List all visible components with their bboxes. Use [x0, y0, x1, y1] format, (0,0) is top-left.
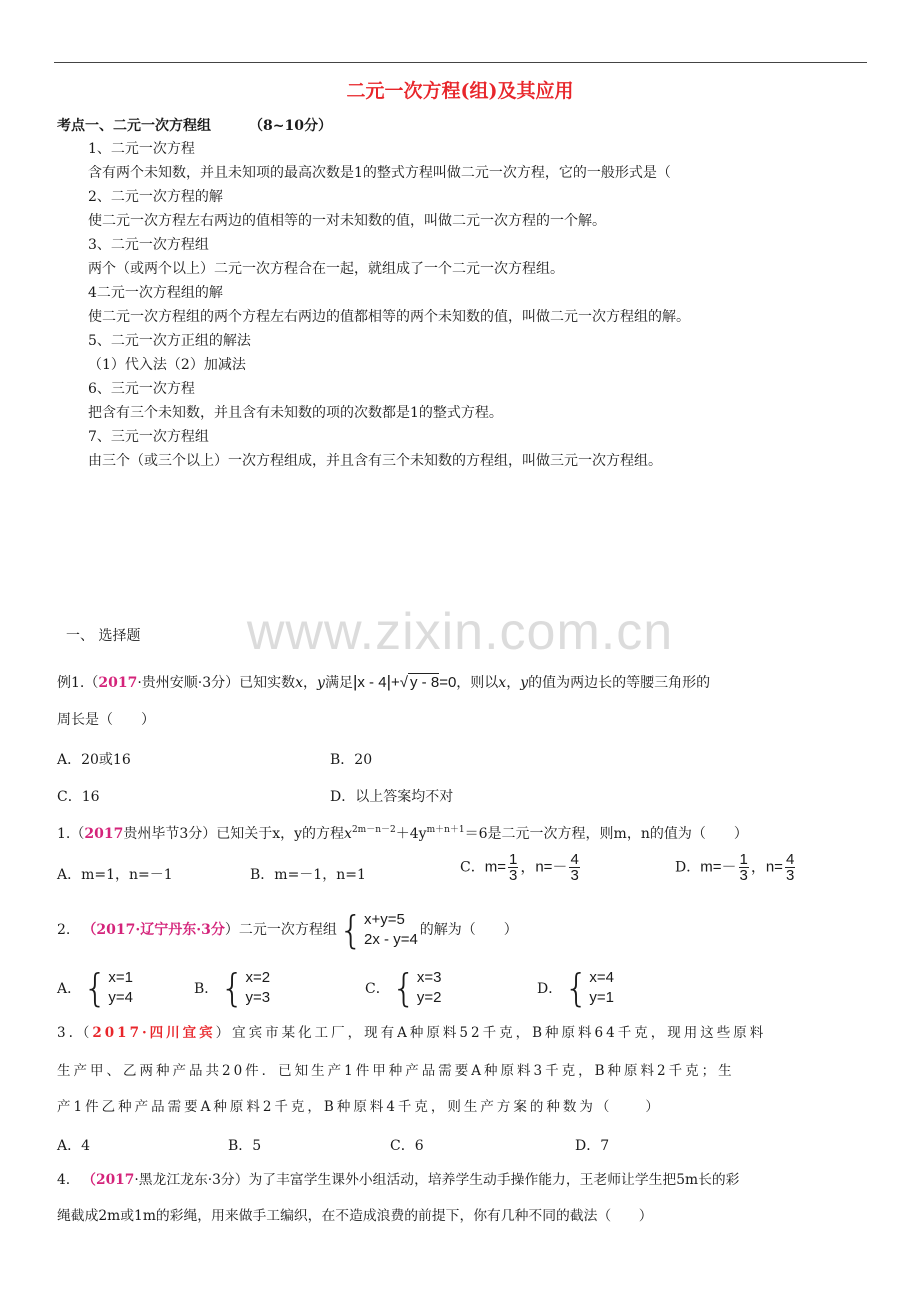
item-5-text: （1）代入法（2）加减法: [88, 357, 246, 373]
question-3-line1: [57, 1024, 766, 1042]
item-1-title: 1、二元一次方程: [88, 141, 195, 157]
question-2: [57, 906, 518, 954]
fraction-denominator: 3: [570, 867, 579, 884]
equation-system: [564, 968, 614, 1008]
q2-option-d-label: D．: [537, 981, 563, 997]
q1-option-d: [675, 852, 797, 883]
fraction-numerator: 1: [508, 851, 518, 868]
fraction-denominator: 3: [739, 867, 748, 884]
section-score: （8~10分）: [249, 118, 332, 134]
item-3-text: 两个（或两个以上）二元一次方程合在一起，就组成了一个二元一次方程组。: [88, 261, 564, 277]
var-x: x: [295, 675, 304, 691]
fraction-denominator: 3: [508, 867, 518, 884]
fraction: [785, 852, 795, 883]
q3-option-b: B．5: [228, 1138, 262, 1154]
q2-rest: 的解为（ ）: [419, 922, 518, 938]
q3-option-a: A．4: [57, 1138, 91, 1154]
eq-abs-content: x - 4: [357, 674, 387, 691]
q1-rest: ＝6是二元一次方程，则m，n的值为（ ）: [464, 826, 748, 842]
q4-source-open: （: [82, 1172, 96, 1188]
item-7-text: 由三个（或三个以上）一次方程组成，并且含有三个未知数的方程组，叫做三元一次方程组。: [88, 453, 662, 469]
example-1: [57, 673, 710, 692]
brace-icon: {: [338, 908, 364, 952]
var-x-2: x: [498, 675, 507, 691]
q1-source-year: 2017: [84, 826, 124, 842]
q2-option-a-label: A．: [57, 981, 82, 997]
q1-option-d-label: D．: [675, 859, 701, 876]
item-1-text: 含有两个未知数，并且未知项的最高次数是1的整式方程叫做二元一次方程，它的一般形式是（: [88, 165, 671, 181]
section2-heading: 一、 选择题: [66, 628, 141, 644]
system-eq2: 2x - y=4: [364, 931, 418, 948]
brace-icon: {: [83, 966, 108, 1010]
system-eq1: x+y=5: [364, 911, 405, 928]
item-2-title: 2、二元一次方程的解: [88, 189, 223, 205]
q1-exp-y: m＋n＋1: [426, 825, 465, 835]
q2-source: 2017·辽宁丹东·3分: [96, 922, 225, 938]
item-3-title: 3、二元一次方程组: [88, 237, 209, 253]
page-title: 二元一次方程(组)及其应用: [346, 80, 574, 102]
q1-option-c: [460, 852, 582, 883]
q1-option-c-m: m=: [484, 858, 506, 876]
q2-option-d: [537, 968, 616, 1008]
q2-source-close: ）二元一次方程组: [224, 922, 337, 938]
q1-num: 1.（: [57, 826, 85, 842]
q1-exp-x: 2m－n－2: [351, 825, 396, 835]
fraction-numerator: 1: [739, 851, 748, 868]
question-4-line1: [57, 1171, 739, 1189]
q1-option-c-label: C．: [460, 859, 485, 876]
example-equation: |x - 4|+√ y - 8=0: [352, 672, 457, 691]
equation-system: [220, 968, 270, 1008]
item-5-title: 5、二元一次方正组的解法: [88, 333, 251, 349]
question-1: [57, 821, 748, 843]
q1-source-rest: 贵州毕节3分）已知关于x，y的方程: [123, 826, 345, 842]
example-1-line2: 周长是（ ）: [57, 712, 155, 728]
q1-plus-4y: ＋4y: [395, 826, 427, 842]
q3-option-c: C．6: [390, 1138, 424, 1154]
fraction-numerator: 4: [570, 851, 579, 868]
equation-system: [339, 910, 418, 950]
q3-line1-rest: ）宜宾市某化工厂，现有A种原料52千克，B种原料64千克，现用这些原料: [215, 1025, 767, 1041]
q4-num: 4.: [57, 1172, 71, 1188]
example-then: ，则以: [456, 675, 499, 691]
q2-option-a: [57, 968, 135, 1008]
fraction: [739, 852, 749, 883]
q1-option-b: B．m=－1，n=1: [250, 867, 366, 883]
q3-num: 3.（: [57, 1025, 93, 1041]
brace-icon: {: [564, 966, 589, 1010]
system-row-2: y=4: [108, 989, 133, 1006]
system-row-1: x=2: [245, 969, 271, 986]
watermark: www.zixin.com.cn: [246, 603, 674, 661]
example-source-year: 2017: [98, 675, 138, 691]
item-4-title: 4二元一次方程组的解: [88, 285, 223, 301]
q4-source-rest: ·黑龙江龙东·3分）为了丰富学生课外小组活动，培养学生动手操作能力，王老师让学生把5m长的彩: [134, 1172, 740, 1188]
q2-num: 2.: [57, 922, 71, 938]
example-prefix: 例1.（: [57, 675, 99, 691]
example-option-c: C．16: [57, 789, 100, 805]
eq-sqrt-content: y - 8: [410, 674, 440, 691]
system-row-1: x=1: [108, 969, 133, 986]
fraction: [508, 852, 518, 883]
system-row-2: y=1: [589, 989, 615, 1006]
system-row-2: y=2: [416, 989, 442, 1006]
example-tail: 的值为两边长的等腰三角形的: [528, 675, 711, 691]
fraction-denominator: 3: [785, 867, 795, 884]
q3-source: 2017·四川宜宾: [92, 1025, 216, 1041]
q1-base-x: x: [344, 826, 352, 842]
item-6-title: 6、三元一次方程: [88, 381, 195, 397]
brace-icon: {: [220, 966, 245, 1010]
q2-option-b-label: B．: [194, 981, 219, 997]
fraction: [569, 852, 579, 883]
q1-option-a: A．m=1，n=－1: [57, 867, 173, 883]
q2-option-b: [194, 968, 272, 1008]
comma: ，: [303, 675, 318, 691]
example-option-d: D．以上答案均不对: [330, 789, 454, 805]
q1-option-d-m: m=－: [700, 858, 737, 876]
var-y: y: [317, 675, 325, 691]
item-7-title: 7、三元一次方程组: [88, 429, 209, 445]
example-source-rest: ·贵州安顺·3分）已知实数: [137, 675, 296, 691]
example-option-a: A．20或16: [57, 752, 131, 768]
eq-end: =0: [439, 674, 457, 691]
fraction-numerator: 4: [785, 851, 795, 868]
item-2-text: 使二元一次方程左右两边的值相等的一对未知数的值，叫做二元一次方程的一个解。: [88, 213, 606, 229]
equation-system: [392, 968, 442, 1008]
comma-2: ，: [506, 675, 521, 691]
q2-option-c-label: C．: [365, 981, 390, 997]
q3-option-d: D．7: [575, 1138, 610, 1154]
system-row-1: x=3: [416, 969, 442, 986]
example-option-b: B．20: [330, 752, 373, 768]
example-satisfies: 满足: [324, 675, 353, 691]
question-3-line2: 生产甲、乙两种产品共20件．已知生产1件甲种产品需要A种原料3千克，B种原料2千克；生: [57, 1063, 735, 1079]
question-3-line3: 产1件乙种产品需要A种原料2千克，B种原料4千克，则生产方案的种数为（ ）: [57, 1099, 662, 1115]
q1-option-c-n: ，n=－: [520, 858, 568, 876]
question-4-line2: 绳截成2m或1m的彩绳，用来做手工编织，在不造成浪费的前提下，你有几种不同的截法（ ）: [57, 1208, 653, 1224]
var-y-2: y: [520, 675, 529, 691]
eq-plus: +: [391, 674, 400, 691]
system-row-2: y=3: [245, 989, 271, 1006]
q2-option-c: [365, 968, 444, 1008]
section-heading: [57, 117, 332, 135]
equation-system: [83, 968, 133, 1008]
q1-option-d-n: ，n=: [750, 858, 783, 876]
q2-source-open: （: [82, 922, 97, 938]
q4-source-year: 2017: [95, 1172, 135, 1188]
header-rule: [54, 62, 867, 63]
section-heading-text: 考点一、二元一次方程组: [57, 118, 211, 134]
item-6-text: 把含有三个未知数，并且含有未知数的项的次数都是1的整式方程。: [88, 405, 503, 421]
brace-icon: {: [391, 966, 416, 1010]
system-row-1: x=4: [589, 969, 615, 986]
item-4-text: 使二元一次方程组的两个方程左右两边的值都相等的两个未知数的值，叫做二元一次方程组的解。: [88, 309, 690, 325]
